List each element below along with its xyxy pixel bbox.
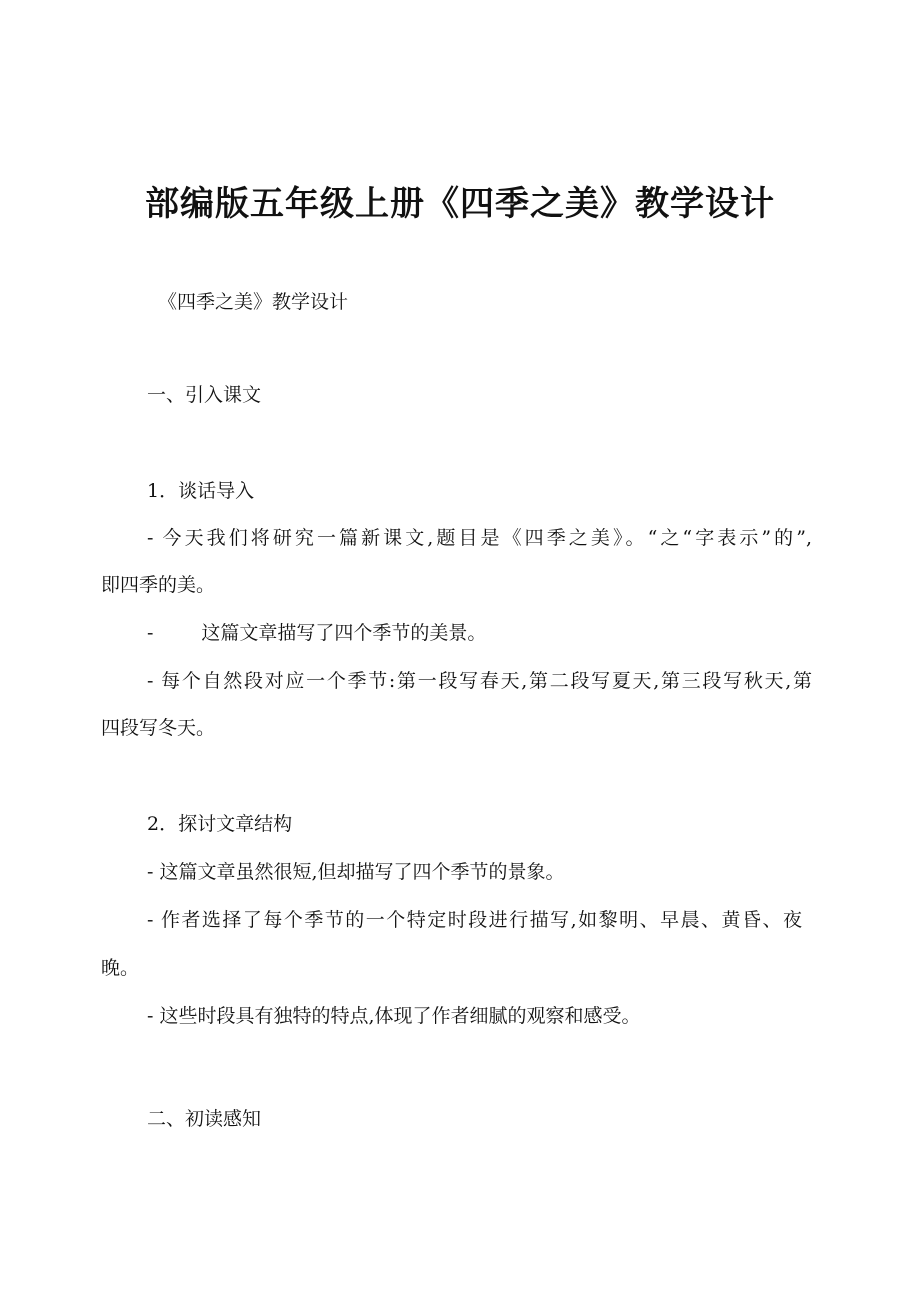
section-heading-intro: 一、引入课文: [147, 384, 262, 406]
paragraph-line: 即四季的美。: [101, 574, 216, 596]
list-dash: -: [147, 622, 154, 644]
section-heading-first-reading: 二、初读感知: [147, 1108, 262, 1130]
subsection-heading-talk: 1．谈话导入: [147, 480, 255, 502]
paragraph-line: - 这些时段具有独特的特点,体现了作者细腻的观察和感受。: [147, 1005, 641, 1027]
paragraph-line: - 这篇文章虽然很短,但却描写了四个季节的景象。: [147, 861, 565, 883]
subsection-heading-structure: 2．探讨文章结构: [147, 813, 293, 835]
paragraph-line: - 每个自然段对应一个季节:第一段写春天,第二段写夏天,第三段写秋天,第: [147, 670, 812, 692]
paragraph-line: 四段写冬天。: [101, 717, 216, 739]
paragraph-line: - 今天我们将研究一篇新课文,题目是《四季之美》。“之“字表示”的”,: [147, 527, 812, 549]
paragraph-line: 晚。: [101, 957, 140, 979]
paragraph-text: 这篇文章描写了四个季节的美景。: [201, 622, 487, 644]
document-subtitle: 《四季之美》教学设计: [158, 291, 349, 313]
paragraph-line: - 作者选择了每个季节的一个特定时段进行描写,如黎明、早晨、黄昏、夜: [147, 909, 802, 931]
page-title: 部编版五年级上册《四季之美》教学设计: [145, 184, 775, 224]
paragraph-line: [147, 621, 486, 645]
